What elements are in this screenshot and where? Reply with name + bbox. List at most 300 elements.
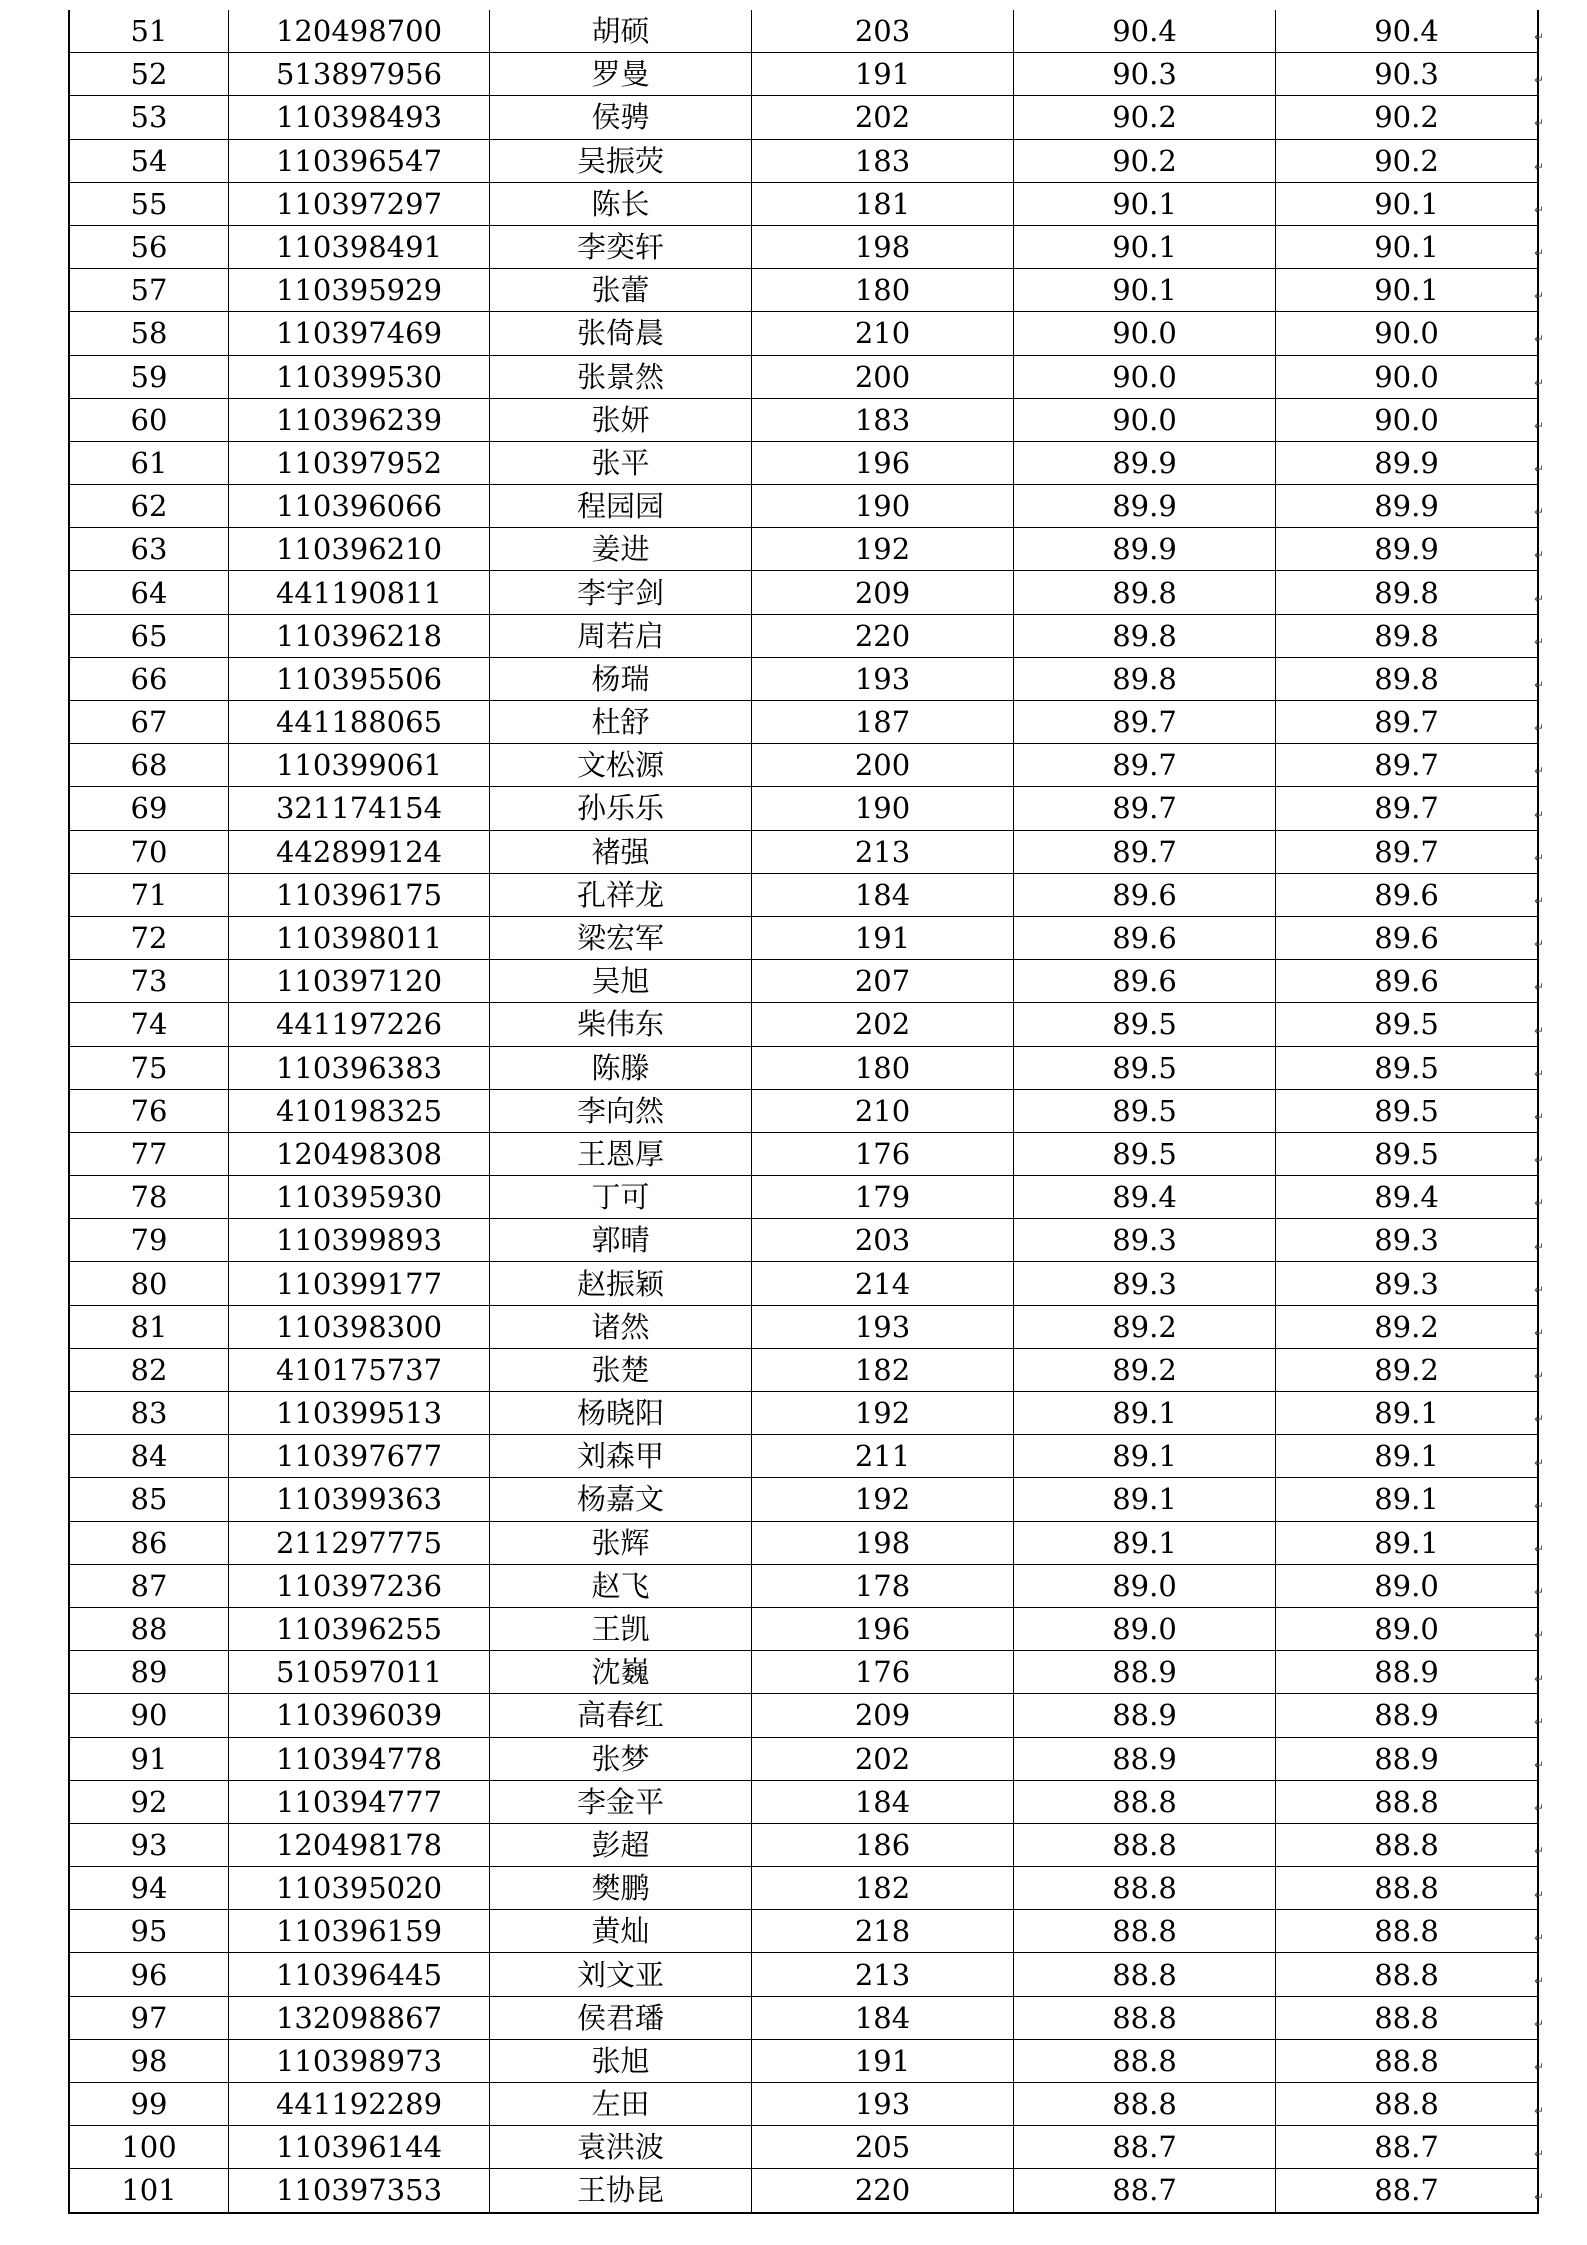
score-2-cell: 88.9 bbox=[1014, 1737, 1276, 1780]
rank-cell: 94 bbox=[69, 1867, 229, 1910]
name-cell: 褚强 bbox=[490, 830, 752, 873]
final-score-cell: 89.7 bbox=[1276, 744, 1539, 787]
name-cell: 张梦 bbox=[490, 1737, 752, 1780]
final-score-cell: 89.9 bbox=[1276, 485, 1539, 528]
row-end-mark-icon: ↵ bbox=[1534, 1758, 1545, 1772]
candidate-id-cell: 110398300 bbox=[229, 1305, 490, 1348]
row-end-mark-icon: ↵ bbox=[1534, 2060, 1545, 2075]
score-2-cell: 90.1 bbox=[1014, 182, 1276, 225]
row-end-mark-icon: ↵ bbox=[1534, 1066, 1545, 1081]
table-row bbox=[69, 1305, 1538, 1348]
name-cell: 侯君璠 bbox=[490, 1996, 752, 2039]
final-score-cell: 89.2 bbox=[1276, 1348, 1539, 1391]
score-2-cell: 89.7 bbox=[1014, 701, 1276, 744]
name-cell: 陈滕 bbox=[490, 1046, 752, 1089]
row-end-mark-icon: ↵ bbox=[1534, 1542, 1545, 1556]
candidate-id-cell: 110394777 bbox=[229, 1780, 490, 1823]
final-score-cell: 90.1 bbox=[1276, 182, 1539, 225]
table-row bbox=[69, 225, 1538, 268]
table-row bbox=[69, 1003, 1538, 1046]
candidate-id-cell: 110399893 bbox=[229, 1219, 490, 1262]
candidate-id-cell: 110396144 bbox=[229, 2126, 490, 2169]
table-row bbox=[69, 355, 1538, 398]
score-2-cell: 89.7 bbox=[1014, 744, 1276, 787]
final-score-cell: 89.7 bbox=[1276, 787, 1539, 830]
score-2-cell: 89.5 bbox=[1014, 1089, 1276, 1132]
row-end-mark-icon: ↵ bbox=[1534, 807, 1545, 822]
name-cell: 郭晴 bbox=[490, 1219, 752, 1262]
score-1-cell: 176 bbox=[752, 1651, 1014, 1694]
final-score-cell: 89.6 bbox=[1276, 916, 1539, 959]
name-cell: 孔祥龙 bbox=[490, 873, 752, 916]
row-end-mark-icon: ↵ bbox=[1534, 1282, 1545, 1297]
row-end-mark-icon: ↵ bbox=[1534, 1671, 1545, 1686]
candidate-id-cell: 510597011 bbox=[229, 1651, 490, 1694]
rank-cell: 56 bbox=[69, 225, 229, 268]
name-cell: 左田 bbox=[490, 2083, 752, 2126]
table-row bbox=[69, 830, 1538, 873]
rank-cell: 96 bbox=[69, 1953, 229, 1996]
row-end-mark-icon: ↵ bbox=[1534, 505, 1545, 520]
table-row bbox=[69, 2083, 1538, 2126]
score-2-cell: 89.2 bbox=[1014, 1348, 1276, 1391]
name-cell: 张倚晨 bbox=[490, 312, 752, 355]
final-score-cell: 89.1 bbox=[1276, 1521, 1539, 1564]
table-row bbox=[69, 441, 1538, 484]
name-cell: 程园园 bbox=[490, 485, 752, 528]
candidate-id-cell: 441197226 bbox=[229, 1003, 490, 1046]
table-row bbox=[69, 1219, 1538, 1262]
row-end-mark-icon: ↵ bbox=[1534, 332, 1545, 347]
final-score-cell: 89.1 bbox=[1276, 1392, 1539, 1435]
rank-cell: 61 bbox=[69, 441, 229, 484]
row-end-mark-icon: ↵ bbox=[1534, 375, 1545, 390]
row-end-mark-icon: ↵ bbox=[1534, 1498, 1545, 1513]
rank-cell: 92 bbox=[69, 1780, 229, 1823]
final-score-cell: 89.5 bbox=[1276, 1089, 1539, 1132]
row-end-mark-icon: ↵ bbox=[1534, 2146, 1545, 2161]
rank-cell: 68 bbox=[69, 744, 229, 787]
candidate-id-cell: 110399177 bbox=[229, 1262, 490, 1305]
name-cell: 胡硕 bbox=[490, 10, 752, 53]
score-1-cell: 203 bbox=[752, 1219, 1014, 1262]
score-2-cell: 88.8 bbox=[1014, 2083, 1276, 2126]
score-1-cell: 200 bbox=[752, 355, 1014, 398]
row-end-mark-icon: ↵ bbox=[1534, 764, 1545, 779]
candidate-id-cell: 110397469 bbox=[229, 312, 490, 355]
final-score-cell: 89.7 bbox=[1276, 701, 1539, 744]
score-1-cell: 218 bbox=[752, 1910, 1014, 1953]
rank-cell: 76 bbox=[69, 1089, 229, 1132]
candidate-id-cell: 110395020 bbox=[229, 1867, 490, 1910]
score-2-cell: 89.6 bbox=[1014, 960, 1276, 1003]
rank-cell: 66 bbox=[69, 657, 229, 700]
final-score-cell: 89.4 bbox=[1276, 1176, 1539, 1219]
table-row bbox=[69, 10, 1538, 53]
score-2-cell: 88.8 bbox=[1014, 1953, 1276, 1996]
name-cell: 张辉 bbox=[490, 1521, 752, 1564]
score-2-cell: 90.0 bbox=[1014, 355, 1276, 398]
row-end-mark-icon: ↵ bbox=[1534, 1930, 1545, 1945]
name-cell: 梁宏军 bbox=[490, 916, 752, 959]
score-2-cell: 88.8 bbox=[1014, 1867, 1276, 1910]
row-end-mark-icon: ↵ bbox=[1534, 202, 1545, 217]
final-score-cell: 90.0 bbox=[1276, 355, 1539, 398]
candidate-id-cell: 120498308 bbox=[229, 1132, 490, 1175]
candidate-id-cell: 110399363 bbox=[229, 1478, 490, 1521]
rank-cell: 101 bbox=[69, 2169, 229, 2213]
table-row bbox=[69, 182, 1538, 225]
score-1-cell: 205 bbox=[752, 2126, 1014, 2169]
candidate-id-cell: 110394778 bbox=[229, 1737, 490, 1780]
row-end-mark-icon: ↵ bbox=[1534, 937, 1545, 952]
score-1-cell: 209 bbox=[752, 571, 1014, 614]
candidate-id-cell: 120498178 bbox=[229, 1823, 490, 1866]
score-1-cell: 183 bbox=[752, 139, 1014, 182]
name-cell: 樊鹏 bbox=[490, 1867, 752, 1910]
table-row bbox=[69, 2039, 1538, 2082]
rank-cell: 99 bbox=[69, 2083, 229, 2126]
row-end-mark-icon: ↵ bbox=[1534, 1239, 1545, 1254]
table-row bbox=[69, 1348, 1538, 1391]
score-2-cell: 88.8 bbox=[1014, 1823, 1276, 1866]
candidate-id-cell: 110397353 bbox=[229, 2169, 490, 2213]
table-row bbox=[69, 1046, 1538, 1089]
name-cell: 王协昆 bbox=[490, 2169, 752, 2213]
score-1-cell: 176 bbox=[752, 1132, 1014, 1175]
final-score-cell: 90.1 bbox=[1276, 225, 1539, 268]
name-cell: 柴伟东 bbox=[490, 1003, 752, 1046]
row-end-mark-icon: ↵ bbox=[1534, 73, 1545, 88]
name-cell: 高春红 bbox=[490, 1694, 752, 1737]
row-end-mark-icon: ↵ bbox=[1534, 462, 1545, 476]
rank-cell: 83 bbox=[69, 1392, 229, 1435]
score-2-cell: 89.7 bbox=[1014, 787, 1276, 830]
candidate-id-cell: 110396159 bbox=[229, 1910, 490, 1953]
row-end-mark-icon: ↵ bbox=[1534, 30, 1545, 44]
score-1-cell: 190 bbox=[752, 485, 1014, 528]
score-1-cell: 202 bbox=[752, 1737, 1014, 1780]
score-2-cell: 89.1 bbox=[1014, 1521, 1276, 1564]
final-score-cell: 89.5 bbox=[1276, 1132, 1539, 1175]
final-score-cell: 89.6 bbox=[1276, 873, 1539, 916]
row-end-mark-icon: ↵ bbox=[1534, 850, 1545, 865]
table-row bbox=[69, 1262, 1538, 1305]
candidate-id-cell: 110397677 bbox=[229, 1435, 490, 1478]
score-1-cell: 190 bbox=[752, 787, 1014, 830]
rank-cell: 55 bbox=[69, 182, 229, 225]
score-2-cell: 89.1 bbox=[1014, 1478, 1276, 1521]
final-score-cell: 88.8 bbox=[1276, 1823, 1539, 1866]
score-1-cell: 182 bbox=[752, 1867, 1014, 1910]
score-table-body bbox=[69, 10, 1538, 2213]
rank-cell: 88 bbox=[69, 1607, 229, 1650]
row-end-mark-icon: ↵ bbox=[1534, 894, 1545, 908]
final-score-cell: 89.8 bbox=[1276, 614, 1539, 657]
candidate-id-cell: 110399513 bbox=[229, 1392, 490, 1435]
table-row bbox=[69, 1651, 1538, 1694]
candidate-id-cell: 441190811 bbox=[229, 571, 490, 614]
rank-cell: 95 bbox=[69, 1910, 229, 1953]
score-table bbox=[68, 10, 1539, 2214]
rank-cell: 71 bbox=[69, 873, 229, 916]
row-end-mark-icon: ↵ bbox=[1534, 1153, 1545, 1168]
rank-cell: 82 bbox=[69, 1348, 229, 1391]
name-cell: 周若启 bbox=[490, 614, 752, 657]
row-end-mark-icon: ↵ bbox=[1534, 721, 1545, 736]
score-1-cell: 191 bbox=[752, 53, 1014, 96]
name-cell: 刘森甲 bbox=[490, 1435, 752, 1478]
row-end-mark-icon: ↵ bbox=[1534, 2190, 1545, 2204]
final-score-cell: 89.1 bbox=[1276, 1478, 1539, 1521]
rank-cell: 52 bbox=[69, 53, 229, 96]
final-score-cell: 89.3 bbox=[1276, 1219, 1539, 1262]
score-1-cell: 193 bbox=[752, 2083, 1014, 2126]
candidate-id-cell: 410175737 bbox=[229, 1348, 490, 1391]
score-1-cell: 220 bbox=[752, 2169, 1014, 2213]
name-cell: 罗曼 bbox=[490, 53, 752, 96]
candidate-id-cell: 110398973 bbox=[229, 2039, 490, 2082]
table-row bbox=[69, 528, 1538, 571]
score-2-cell: 89.6 bbox=[1014, 873, 1276, 916]
score-1-cell: 183 bbox=[752, 398, 1014, 441]
rank-cell: 86 bbox=[69, 1521, 229, 1564]
row-end-mark-icon: ↵ bbox=[1534, 1023, 1545, 1038]
table-row bbox=[69, 1694, 1538, 1737]
score-2-cell: 89.5 bbox=[1014, 1046, 1276, 1089]
table-row bbox=[69, 1867, 1538, 1910]
candidate-id-cell: 110396547 bbox=[229, 139, 490, 182]
score-2-cell: 89.7 bbox=[1014, 830, 1276, 873]
score-2-cell: 89.3 bbox=[1014, 1262, 1276, 1305]
name-cell: 文松源 bbox=[490, 744, 752, 787]
name-cell: 张旭 bbox=[490, 2039, 752, 2082]
score-1-cell: 213 bbox=[752, 830, 1014, 873]
score-2-cell: 89.8 bbox=[1014, 571, 1276, 614]
rank-cell: 57 bbox=[69, 269, 229, 312]
name-cell: 杜舒 bbox=[490, 701, 752, 744]
score-2-cell: 89.2 bbox=[1014, 1305, 1276, 1348]
row-end-mark-icon: ↵ bbox=[1534, 1714, 1545, 1729]
name-cell: 吴振荧 bbox=[490, 139, 752, 182]
candidate-id-cell: 441192289 bbox=[229, 2083, 490, 2126]
candidate-id-cell: 110396066 bbox=[229, 485, 490, 528]
row-end-mark-icon: ↵ bbox=[1534, 1326, 1545, 1340]
score-1-cell: 192 bbox=[752, 1478, 1014, 1521]
rank-cell: 79 bbox=[69, 1219, 229, 1262]
rank-cell: 64 bbox=[69, 571, 229, 614]
score-1-cell: 180 bbox=[752, 269, 1014, 312]
candidate-id-cell: 110397952 bbox=[229, 441, 490, 484]
candidate-id-cell: 321174154 bbox=[229, 787, 490, 830]
final-score-cell: 88.9 bbox=[1276, 1694, 1539, 1737]
score-1-cell: 200 bbox=[752, 744, 1014, 787]
row-end-mark-icon: ↵ bbox=[1534, 634, 1545, 649]
name-cell: 杨晓阳 bbox=[490, 1392, 752, 1435]
score-2-cell: 88.7 bbox=[1014, 2126, 1276, 2169]
candidate-id-cell: 110395929 bbox=[229, 269, 490, 312]
score-2-cell: 90.2 bbox=[1014, 139, 1276, 182]
score-1-cell: 198 bbox=[752, 1521, 1014, 1564]
final-score-cell: 89.7 bbox=[1276, 830, 1539, 873]
final-score-cell: 90.2 bbox=[1276, 139, 1539, 182]
table-row bbox=[69, 53, 1538, 96]
candidate-id-cell: 441188065 bbox=[229, 701, 490, 744]
name-cell: 黄灿 bbox=[490, 1910, 752, 1953]
score-1-cell: 184 bbox=[752, 873, 1014, 916]
score-2-cell: 89.8 bbox=[1014, 657, 1276, 700]
score-2-cell: 90.2 bbox=[1014, 96, 1276, 139]
score-2-cell: 90.1 bbox=[1014, 225, 1276, 268]
rank-cell: 85 bbox=[69, 1478, 229, 1521]
rank-cell: 65 bbox=[69, 614, 229, 657]
name-cell: 杨瑞 bbox=[490, 657, 752, 700]
rank-cell: 62 bbox=[69, 485, 229, 528]
score-2-cell: 89.5 bbox=[1014, 1132, 1276, 1175]
score-2-cell: 89.8 bbox=[1014, 614, 1276, 657]
candidate-id-cell: 110396255 bbox=[229, 1607, 490, 1650]
score-1-cell: 186 bbox=[752, 1823, 1014, 1866]
row-end-mark-icon: ↵ bbox=[1534, 2103, 1545, 2118]
row-end-mark-icon: ↵ bbox=[1534, 1801, 1545, 1816]
candidate-id-cell: 120498700 bbox=[229, 10, 490, 53]
score-2-cell: 88.7 bbox=[1014, 2169, 1276, 2213]
score-2-cell: 88.9 bbox=[1014, 1694, 1276, 1737]
candidate-id-cell: 110396445 bbox=[229, 1953, 490, 1996]
score-2-cell: 89.9 bbox=[1014, 441, 1276, 484]
table-row bbox=[69, 2126, 1538, 2169]
rank-cell: 93 bbox=[69, 1823, 229, 1866]
rank-cell: 98 bbox=[69, 2039, 229, 2082]
final-score-cell: 89.1 bbox=[1276, 1435, 1539, 1478]
row-end-mark-icon: ↵ bbox=[1534, 1369, 1545, 1384]
name-cell: 赵振颖 bbox=[490, 1262, 752, 1305]
candidate-id-cell: 110398011 bbox=[229, 916, 490, 959]
row-end-mark-icon: ↵ bbox=[1534, 548, 1545, 563]
name-cell: 张蕾 bbox=[490, 269, 752, 312]
name-cell: 彭超 bbox=[490, 1823, 752, 1866]
score-1-cell: 192 bbox=[752, 528, 1014, 571]
final-score-cell: 88.8 bbox=[1276, 1780, 1539, 1823]
final-score-cell: 88.7 bbox=[1276, 2169, 1539, 2213]
score-1-cell: 211 bbox=[752, 1435, 1014, 1478]
name-cell: 张楚 bbox=[490, 1348, 752, 1391]
row-end-mark-icon: ↵ bbox=[1534, 418, 1545, 433]
name-cell: 陈长 bbox=[490, 182, 752, 225]
score-2-cell: 88.8 bbox=[1014, 1910, 1276, 1953]
final-score-cell: 90.1 bbox=[1276, 269, 1539, 312]
score-1-cell: 209 bbox=[752, 1694, 1014, 1737]
score-1-cell: 184 bbox=[752, 1996, 1014, 2039]
rank-cell: 77 bbox=[69, 1132, 229, 1175]
row-end-mark-icon: ↵ bbox=[1534, 1628, 1545, 1643]
score-1-cell: 196 bbox=[752, 441, 1014, 484]
score-1-cell: 193 bbox=[752, 657, 1014, 700]
score-1-cell: 192 bbox=[752, 1392, 1014, 1435]
row-end-mark-icon: ↵ bbox=[1534, 289, 1545, 304]
final-score-cell: 89.0 bbox=[1276, 1564, 1539, 1607]
score-2-cell: 89.5 bbox=[1014, 1003, 1276, 1046]
row-end-mark-icon: ↵ bbox=[1534, 1585, 1545, 1600]
table-row bbox=[69, 2169, 1538, 2213]
score-1-cell: 202 bbox=[752, 1003, 1014, 1046]
score-1-cell: 182 bbox=[752, 1348, 1014, 1391]
table-row bbox=[69, 1521, 1538, 1564]
row-end-mark-icon: ↵ bbox=[1534, 1110, 1545, 1124]
rank-cell: 87 bbox=[69, 1564, 229, 1607]
final-score-cell: 90.0 bbox=[1276, 398, 1539, 441]
table-row bbox=[69, 571, 1538, 614]
final-score-cell: 90.3 bbox=[1276, 53, 1539, 96]
table-row bbox=[69, 269, 1538, 312]
name-cell: 李奕轩 bbox=[490, 225, 752, 268]
final-score-cell: 89.6 bbox=[1276, 960, 1539, 1003]
rank-cell: 90 bbox=[69, 1694, 229, 1737]
table-row bbox=[69, 1435, 1538, 1478]
table-row bbox=[69, 398, 1538, 441]
name-cell: 张景然 bbox=[490, 355, 752, 398]
rank-cell: 74 bbox=[69, 1003, 229, 1046]
final-score-cell: 89.9 bbox=[1276, 441, 1539, 484]
score-1-cell: 198 bbox=[752, 225, 1014, 268]
final-score-cell: 88.7 bbox=[1276, 2126, 1539, 2169]
score-1-cell: 179 bbox=[752, 1176, 1014, 1219]
table-row bbox=[69, 701, 1538, 744]
candidate-id-cell: 211297775 bbox=[229, 1521, 490, 1564]
score-1-cell: 184 bbox=[752, 1780, 1014, 1823]
table-row bbox=[69, 96, 1538, 139]
score-2-cell: 89.6 bbox=[1014, 916, 1276, 959]
table-row bbox=[69, 312, 1538, 355]
table-row bbox=[69, 1089, 1538, 1132]
score-1-cell: 196 bbox=[752, 1607, 1014, 1650]
candidate-id-cell: 110398491 bbox=[229, 225, 490, 268]
candidate-id-cell: 110396239 bbox=[229, 398, 490, 441]
name-cell: 袁洪波 bbox=[490, 2126, 752, 2169]
final-score-cell: 89.9 bbox=[1276, 528, 1539, 571]
final-score-cell: 90.2 bbox=[1276, 96, 1539, 139]
candidate-id-cell: 110397297 bbox=[229, 182, 490, 225]
candidate-id-cell: 110398493 bbox=[229, 96, 490, 139]
score-1-cell: 220 bbox=[752, 614, 1014, 657]
rank-cell: 59 bbox=[69, 355, 229, 398]
name-cell: 丁可 bbox=[490, 1176, 752, 1219]
row-end-mark-icon: ↵ bbox=[1534, 159, 1545, 174]
score-1-cell: 213 bbox=[752, 1953, 1014, 1996]
final-score-cell: 89.5 bbox=[1276, 1003, 1539, 1046]
rank-cell: 51 bbox=[69, 10, 229, 53]
score-1-cell: 193 bbox=[752, 1305, 1014, 1348]
row-end-mark-icon: ↵ bbox=[1534, 1887, 1545, 1902]
final-score-cell: 88.8 bbox=[1276, 1996, 1539, 2039]
final-score-cell: 89.3 bbox=[1276, 1262, 1539, 1305]
table-row bbox=[69, 1996, 1538, 2039]
name-cell: 姜进 bbox=[490, 528, 752, 571]
name-cell: 杨嘉文 bbox=[490, 1478, 752, 1521]
score-2-cell: 89.9 bbox=[1014, 485, 1276, 528]
rank-cell: 58 bbox=[69, 312, 229, 355]
final-score-cell: 88.8 bbox=[1276, 1910, 1539, 1953]
table-row bbox=[69, 614, 1538, 657]
score-2-cell: 88.8 bbox=[1014, 2039, 1276, 2082]
score-2-cell: 90.3 bbox=[1014, 53, 1276, 96]
candidate-id-cell: 442899124 bbox=[229, 830, 490, 873]
table-row bbox=[69, 657, 1538, 700]
rank-cell: 100 bbox=[69, 2126, 229, 2169]
name-cell: 张平 bbox=[490, 441, 752, 484]
table-row bbox=[69, 1607, 1538, 1650]
score-1-cell: 187 bbox=[752, 701, 1014, 744]
